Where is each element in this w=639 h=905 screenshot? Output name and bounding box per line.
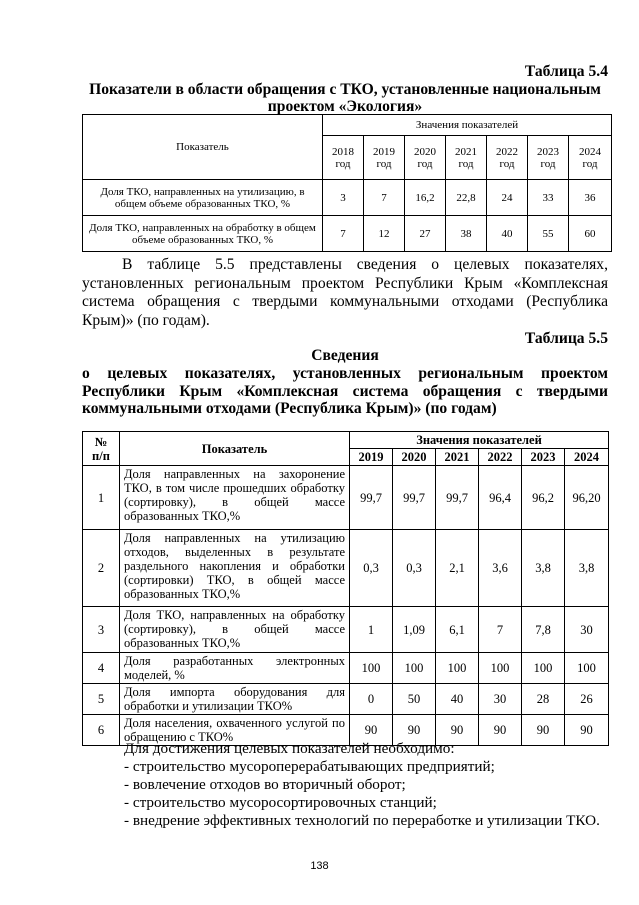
row-number: 5 <box>83 684 120 715</box>
header-number-line: № <box>94 434 108 449</box>
value-cell: 30 <box>479 684 522 715</box>
header-number <box>83 432 120 466</box>
value-cell: 7,8 <box>522 607 565 653</box>
indicator-name: Доля ТКО, направленных на обработку (сортировку), в общей массе образованных ТКО,% <box>120 607 350 653</box>
year-unit: год <box>458 157 474 170</box>
year-header <box>487 136 528 180</box>
regional-targets-table <box>82 431 609 746</box>
value-cell: 50 <box>393 684 436 715</box>
year-unit: год <box>540 157 556 170</box>
list-item: - внедрение эффективных технологий по переработке и утилизации ТКО. <box>124 812 600 829</box>
value-cell: 0,3 <box>393 530 436 607</box>
value-cell: 100 <box>350 653 393 684</box>
year-header: 2021 <box>436 449 479 466</box>
year-label: 2021 <box>455 145 477 158</box>
table-title <box>82 81 608 115</box>
year-header <box>569 136 612 180</box>
indicator-name: Доля направленных на захоронение ТКО, в том числе прошедших обработку (сортировку), в общей массе образованных ТКО,% <box>120 466 350 530</box>
year-label: 2022 <box>496 145 518 158</box>
year-header <box>528 136 569 180</box>
value-cell: 28 <box>522 684 565 715</box>
value-cell: 0 <box>350 684 393 715</box>
table-title-line: Показатели в области обращения с ТКО, установленные национальным <box>89 81 601 98</box>
value-cell: 55 <box>528 216 569 252</box>
value-cell: 27 <box>405 216 446 252</box>
year-unit: год <box>582 157 598 170</box>
header-number-line: п/п <box>92 448 110 463</box>
value-cell: 3,8 <box>565 530 609 607</box>
value-cell: 90 <box>393 715 436 746</box>
header-indicator: Показатель <box>120 432 350 466</box>
indicator-name: Доля направленных на утилизацию отходов, выделенных в результате раздельного накопления и обработки (сортировки) ТКО, в общей массе образованных ТКО,% <box>120 530 350 607</box>
header-values: Значения показателей <box>350 432 609 449</box>
year-header <box>405 136 446 180</box>
year-header <box>364 136 405 180</box>
row-number: 6 <box>83 715 120 746</box>
value-cell: 60 <box>569 216 612 252</box>
year-header: 2022 <box>479 449 522 466</box>
value-cell: 96,4 <box>479 466 522 530</box>
value-cell: 12 <box>364 216 405 252</box>
row-number: 3 <box>83 607 120 653</box>
indicators-table <box>82 114 612 252</box>
indicator-name: Доля ТКО, направленных на утилизацию, в общем объеме образованных ТКО, % <box>83 180 323 216</box>
value-cell: 22,8 <box>446 180 487 216</box>
value-cell: 26 <box>565 684 609 715</box>
list-item: - строительство мусороперерабатывающих предприятий; <box>124 758 495 775</box>
action-list <box>124 740 614 830</box>
value-cell: 100 <box>565 653 609 684</box>
year-header: 2020 <box>393 449 436 466</box>
value-cell: 2,1 <box>436 530 479 607</box>
table-row <box>83 466 609 530</box>
row-number: 2 <box>83 530 120 607</box>
value-cell: 3,8 <box>522 530 565 607</box>
table-title-line: проектом «Экология» <box>267 98 423 115</box>
value-cell: 3,6 <box>479 530 522 607</box>
value-cell: 1 <box>350 607 393 653</box>
year-header <box>323 136 364 180</box>
value-cell: 90 <box>479 715 522 746</box>
year-label: 2024 <box>579 145 602 158</box>
table-row <box>83 653 609 684</box>
year-unit: год <box>335 157 351 170</box>
value-cell: 36 <box>569 180 612 216</box>
year-label: 2018 <box>332 145 354 158</box>
year-label: 2019 <box>373 145 395 158</box>
header-indicator: Показатель <box>83 115 323 180</box>
value-cell: 0,3 <box>350 530 393 607</box>
table-row <box>83 607 609 653</box>
table-title: Сведения <box>311 347 379 364</box>
row-number: 1 <box>83 466 120 530</box>
value-cell: 1,09 <box>393 607 436 653</box>
value-cell: 96,20 <box>565 466 609 530</box>
value-cell: 38 <box>446 216 487 252</box>
value-cell: 100 <box>393 653 436 684</box>
year-header <box>446 136 487 180</box>
table-caption: Таблица 5.4 <box>524 63 608 80</box>
value-cell: 90 <box>436 715 479 746</box>
value-cell: 3 <box>323 180 364 216</box>
value-cell: 100 <box>436 653 479 684</box>
year-header: 2024 <box>565 449 609 466</box>
value-cell: 40 <box>487 216 528 252</box>
table-caption: Таблица 5.5 <box>524 330 608 347</box>
year-header: 2019 <box>350 449 393 466</box>
year-unit: год <box>417 157 433 170</box>
row-number: 4 <box>83 653 120 684</box>
table-title: о целевых показателях, установленных региональным проектом Республики Крым «Комплексная система обращения с твердыми коммунальными отходами (Республика Крым)» (по годам) <box>82 365 608 417</box>
indicator-name: Доля населения, охваченного услугой по обращению с ТКО% <box>120 715 350 746</box>
indicator-name: Доля разработанных электронных моделей, % <box>120 653 350 684</box>
year-unit: год <box>376 157 392 170</box>
table-row <box>83 530 609 607</box>
list-item: - строительство мусоросортировочных станций; <box>124 794 437 811</box>
table-row <box>83 180 612 216</box>
value-cell: 30 <box>565 607 609 653</box>
list-item: - вовлечение отходов во вторичный оборот; <box>124 776 406 793</box>
value-cell: 99,7 <box>350 466 393 530</box>
value-cell: 16,2 <box>405 180 446 216</box>
list-intro: Для достижения целевых показателей необходимо: <box>124 740 455 757</box>
indicator-name: Доля ТКО, направленных на обработку в общем объеме образованных ТКО, % <box>83 216 323 252</box>
value-cell: 7 <box>364 180 405 216</box>
page-number: 138 <box>310 860 329 872</box>
value-cell: 100 <box>479 653 522 684</box>
body-paragraph: В таблице 5.5 представлены сведения о целевых показателях, установленных региональным проектом Республики Крым «Комплексная система обращения с твердыми коммунальными отходами (Республика Крым)» (по годам). <box>82 256 608 329</box>
value-cell: 33 <box>528 180 569 216</box>
header-values: Значения показателей <box>323 115 612 136</box>
year-header: 2023 <box>522 449 565 466</box>
value-cell: 7 <box>323 216 364 252</box>
table-row <box>83 216 612 252</box>
value-cell: 99,7 <box>393 466 436 530</box>
year-label: 2023 <box>537 145 559 158</box>
value-cell: 90 <box>350 715 393 746</box>
value-cell: 6,1 <box>436 607 479 653</box>
year-unit: год <box>499 157 515 170</box>
year-label: 2020 <box>414 145 436 158</box>
value-cell: 96,2 <box>522 466 565 530</box>
value-cell: 40 <box>436 684 479 715</box>
value-cell: 90 <box>522 715 565 746</box>
value-cell: 90 <box>565 715 609 746</box>
value-cell: 24 <box>487 180 528 216</box>
value-cell: 100 <box>522 653 565 684</box>
value-cell: 99,7 <box>436 466 479 530</box>
indicator-name: Доля импорта оборудования для обработки и утилизации ТКО% <box>120 684 350 715</box>
value-cell: 7 <box>479 607 522 653</box>
table-row <box>83 684 609 715</box>
